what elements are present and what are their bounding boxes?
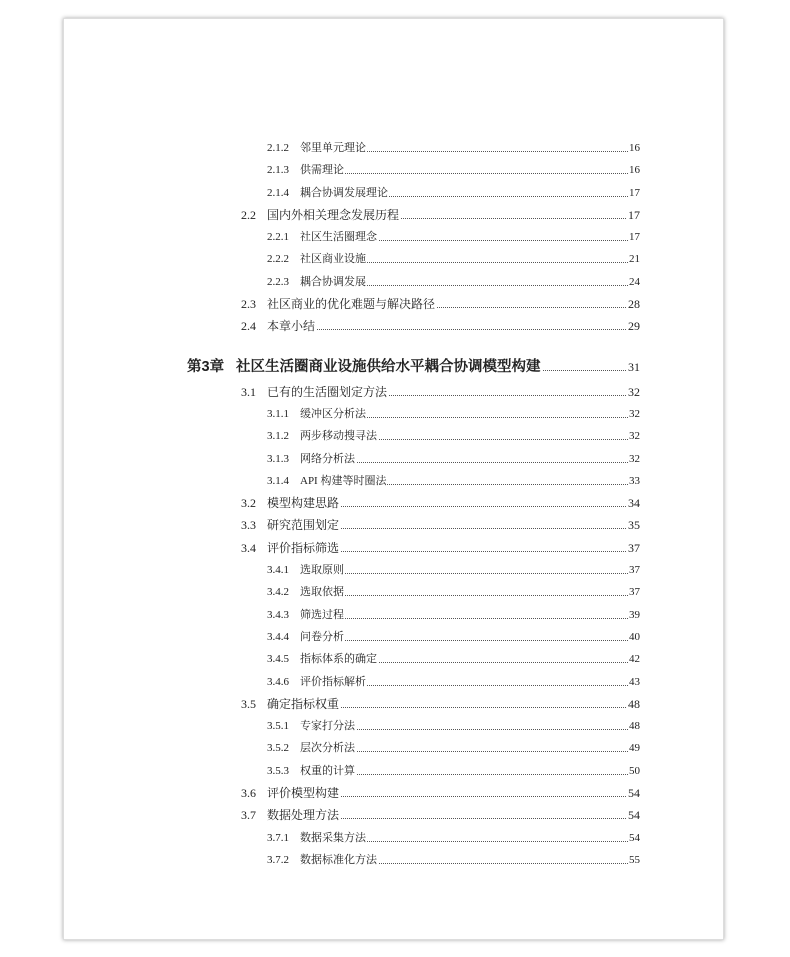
toc-entry[interactable] — [0, 804, 790, 826]
entry-number: 2.2.1 — [267, 231, 289, 244]
entry-page-number: 54 — [628, 827, 640, 849]
entry-title: 已有的生活圈划定方法 — [267, 381, 388, 403]
dot-leader — [300, 159, 640, 174]
toc-chapter-entry[interactable] — [0, 353, 790, 381]
entry-number: 3.1.4 — [267, 474, 289, 487]
entry-title: 本章小结 — [267, 315, 316, 337]
entry-number: 3.6 — [241, 786, 256, 801]
toc-entry[interactable] — [0, 626, 790, 648]
entry-page-number: 32 — [627, 381, 640, 403]
entry-title: 社区生活圈商业设施供给水平耦合协调模型构建 — [236, 353, 542, 381]
entry-page-number: 40 — [628, 626, 640, 648]
entry-number: 3.7.1 — [267, 831, 289, 844]
entry-page-number: 31 — [627, 353, 640, 381]
toc-entry[interactable] — [0, 715, 790, 737]
entry-number: 3.5.3 — [267, 764, 289, 777]
toc-entry[interactable] — [0, 827, 790, 849]
entry-number: 3.3 — [241, 518, 256, 533]
toc-entry[interactable] — [0, 159, 790, 181]
entry-page-number: 17 — [628, 226, 640, 248]
entry-title: 耦合协调发展 — [300, 271, 367, 293]
toc-entry[interactable] — [0, 693, 790, 715]
entry-title: 选取原则 — [300, 559, 345, 581]
entry-page-number: 37 — [628, 581, 640, 603]
entry-title: 邻里单元理论 — [300, 137, 367, 159]
entry-title: 耦合协调发展理论 — [300, 182, 389, 204]
entry-title: 供需理论 — [300, 159, 345, 181]
entry-title: 数据采集方法 — [300, 827, 367, 849]
entry-page-number: 48 — [628, 715, 640, 737]
entry-number: 2.4 — [241, 319, 256, 334]
toc-entry[interactable] — [0, 381, 790, 403]
entry-title: 问卷分析 — [300, 626, 345, 648]
entry-title: 筛选过程 — [300, 604, 345, 626]
toc-entry[interactable] — [0, 737, 790, 759]
entry-title: 研究范围划定 — [267, 514, 340, 536]
entry-page-number: 29 — [627, 315, 640, 337]
toc-entry[interactable] — [0, 492, 790, 514]
entry-title: 缓冲区分析法 — [300, 403, 367, 425]
entry-title: 评价指标筛选 — [267, 537, 340, 559]
entry-number: 2.1.3 — [267, 164, 289, 177]
entry-number: 3.1.1 — [267, 407, 289, 420]
table-of-contents — [0, 137, 790, 871]
toc-entry[interactable] — [0, 248, 790, 270]
entry-number: 3.7 — [241, 808, 256, 823]
entry-number: 3.5.2 — [267, 742, 289, 755]
toc-entry[interactable] — [0, 315, 790, 337]
entry-page-number: 54 — [627, 782, 640, 804]
entry-number: 3.7.2 — [267, 853, 289, 866]
entry-title: 模型构建思路 — [267, 492, 340, 514]
entry-title: 数据处理方法 — [267, 804, 340, 826]
toc-entry[interactable] — [0, 137, 790, 159]
entry-page-number: 43 — [628, 671, 640, 693]
entry-page-number: 17 — [628, 182, 640, 204]
entry-title: 社区商业的优化难题与解决路径 — [267, 293, 436, 315]
entry-page-number: 33 — [628, 470, 640, 492]
dot-leader — [300, 626, 640, 641]
entry-page-number: 50 — [628, 760, 640, 782]
toc-entry[interactable] — [0, 226, 790, 248]
toc-entry[interactable] — [0, 425, 790, 447]
entry-number: 3.4 — [241, 540, 256, 555]
entry-title: 指标体系的确定 — [300, 648, 378, 670]
entry-title: 网络分析法 — [300, 448, 356, 470]
toc-entry[interactable] — [0, 470, 790, 492]
entry-page-number: 49 — [628, 737, 640, 759]
entry-title: 两步移动搜寻法 — [300, 425, 378, 447]
entry-number: 2.2.2 — [267, 253, 289, 266]
entry-title: 国内外相关理念发展历程 — [267, 204, 400, 226]
entry-page-number: 55 — [628, 849, 640, 871]
entry-title: 权重的计算 — [300, 760, 356, 782]
entry-number: 2.1.4 — [267, 186, 289, 199]
toc-entry[interactable] — [0, 648, 790, 670]
dot-leader — [267, 315, 640, 330]
entry-number: 3.4.1 — [267, 564, 289, 577]
dot-leader — [300, 559, 640, 574]
entry-page-number: 54 — [627, 804, 640, 826]
toc-entry[interactable] — [0, 182, 790, 204]
entry-page-number: 37 — [627, 537, 640, 559]
entry-number: 3.4.3 — [267, 608, 289, 621]
entry-number: 2.3 — [241, 297, 256, 312]
toc-entry[interactable] — [0, 514, 790, 536]
entry-title: 评价指标解析 — [300, 671, 367, 693]
entry-page-number: 21 — [628, 248, 640, 270]
entry-title: 专家打分法 — [300, 715, 356, 737]
entry-title: 数据标准化方法 — [300, 849, 378, 871]
entry-number: 3.2 — [241, 496, 256, 511]
entry-title: 社区商业设施 — [300, 248, 367, 270]
entry-page-number: 28 — [627, 293, 640, 315]
entry-page-number: 34 — [627, 492, 640, 514]
toc-entry[interactable] — [0, 581, 790, 603]
dot-leader — [300, 581, 640, 596]
entry-number: 3.1.2 — [267, 430, 289, 443]
entry-number: 2.2 — [241, 207, 256, 222]
dot-leader — [300, 604, 640, 619]
entry-number: 3.5 — [241, 696, 256, 711]
toc-entry[interactable] — [0, 271, 790, 293]
toc-entry[interactable] — [0, 849, 790, 871]
entry-page-number: 48 — [627, 693, 640, 715]
toc-entry[interactable] — [0, 403, 790, 425]
entry-page-number: 42 — [628, 648, 640, 670]
toc-entry[interactable] — [0, 537, 790, 559]
toc-entry[interactable] — [0, 204, 790, 226]
entry-page-number: 16 — [628, 159, 640, 181]
toc-entry[interactable] — [0, 604, 790, 626]
entry-page-number: 37 — [628, 559, 640, 581]
toc-entry[interactable] — [0, 671, 790, 693]
entry-page-number: 32 — [628, 425, 640, 447]
entry-page-number: 39 — [628, 604, 640, 626]
entry-page-number: 16 — [628, 137, 640, 159]
entry-number: 2.2.3 — [267, 275, 289, 288]
toc-entry[interactable] — [0, 559, 790, 581]
toc-entry[interactable] — [0, 760, 790, 782]
toc-entry[interactable] — [0, 448, 790, 470]
entry-number: 3.4.2 — [267, 586, 289, 599]
entry-number: 3.1.3 — [267, 452, 289, 465]
entry-number: 3.4.4 — [267, 630, 289, 643]
entry-title: 层次分析法 — [300, 737, 356, 759]
entry-page-number: 32 — [628, 448, 640, 470]
entry-page-number: 17 — [627, 204, 640, 226]
entry-title: API 构建等时圈法 — [300, 470, 387, 492]
toc-entry[interactable] — [0, 293, 790, 315]
entry-number: 3.5.1 — [267, 720, 289, 733]
entry-number: 3.1 — [241, 384, 256, 399]
entry-number: 3.4.5 — [267, 653, 289, 666]
entry-number: 2.1.2 — [267, 142, 289, 154]
entry-page-number: 32 — [628, 403, 640, 425]
entry-page-number: 24 — [628, 271, 640, 293]
entry-number: 3.4.6 — [267, 675, 289, 688]
toc-entry[interactable] — [0, 782, 790, 804]
entry-title: 评价模型构建 — [267, 782, 340, 804]
entry-page-number: 35 — [627, 514, 640, 536]
entry-title: 确定指标权重 — [267, 693, 340, 715]
entry-number: 第3章 — [187, 358, 225, 375]
entry-title: 社区生活圈理念 — [300, 226, 378, 248]
entry-title: 选取依据 — [300, 581, 345, 603]
